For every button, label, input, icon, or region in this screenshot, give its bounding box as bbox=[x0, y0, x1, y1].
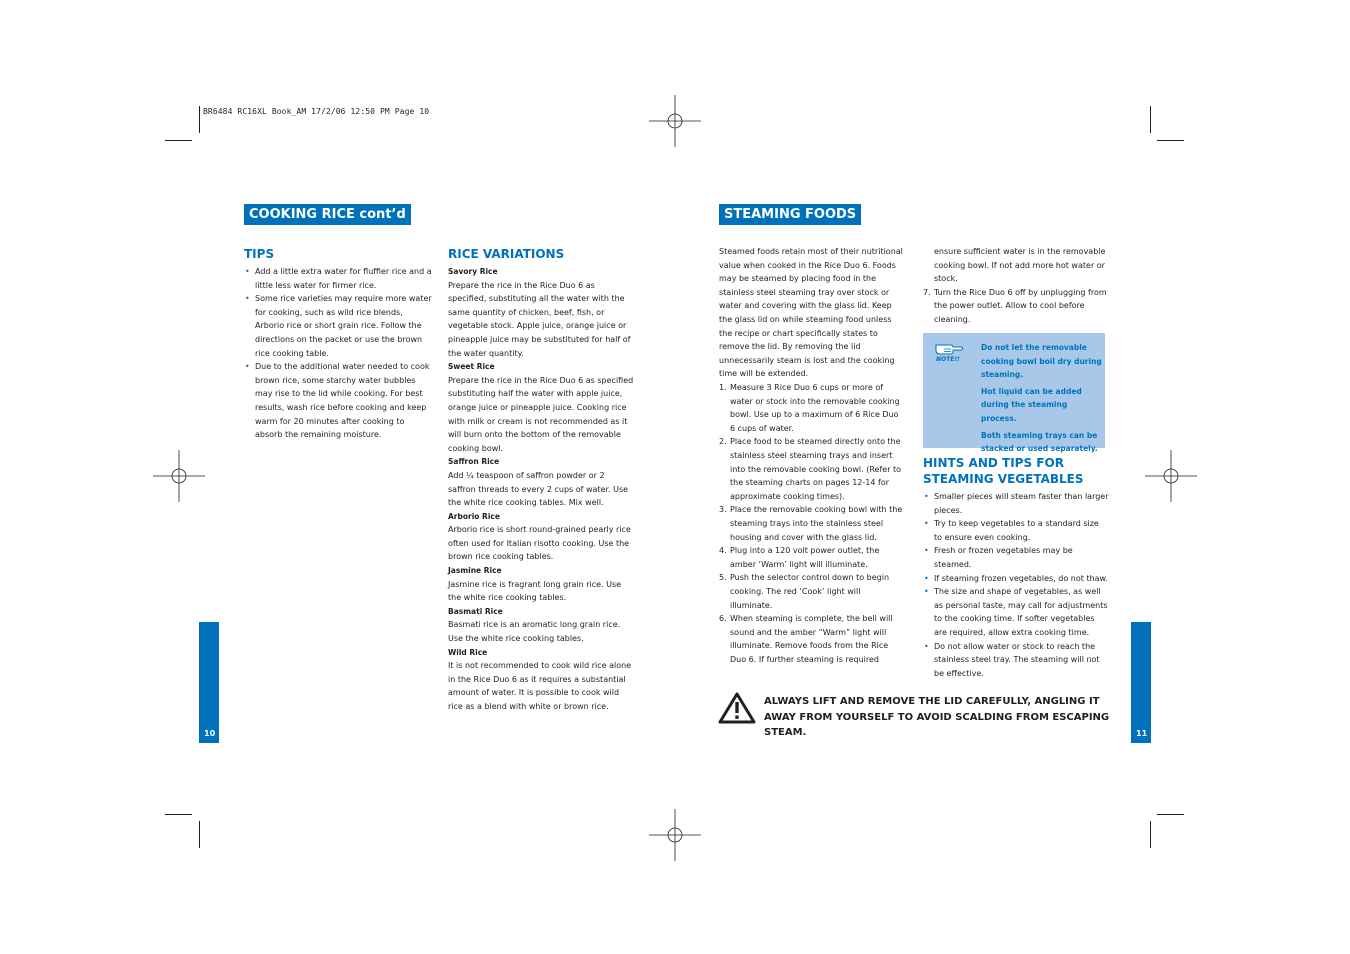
step-number: 4. bbox=[719, 546, 727, 556]
step-text: Place the removable cooking bowl with the steaming trays into the stainless steel housing and cover with the glass lid. bbox=[730, 505, 903, 542]
rice-variation-title: Savory Rice bbox=[448, 267, 498, 276]
steaming-step bbox=[719, 381, 905, 435]
steaming-step bbox=[719, 571, 905, 612]
tip-item: • Due to the additional water needed to cook brown rice, some starchy water bubbles may rise to the lid while cooking. For best results, wash rice before cooking and keep warm for 20 minutes after cooking to absorb the remaining moisture. bbox=[244, 360, 432, 442]
page-number-tab-left bbox=[199, 622, 219, 743]
hint-item: • The size and shape of vegetables, as well as personal taste, may call for adjustments to the cooking time. If softer vegetables are required, allow extra cooking time. bbox=[923, 585, 1109, 639]
note-line: Hot liquid can be added during the steaming process. bbox=[981, 386, 1082, 423]
hint-item: • If steaming frozen vegetables, do not thaw. bbox=[923, 572, 1109, 586]
step-text: Turn the Rice Duo 6 off by unplugging from the power outlet. Allow to cool before cleaning. bbox=[934, 287, 1107, 324]
step-text: When steaming is complete, the bell will sound and the amber “Warm” light will illuminate. Remove foods from the Rice Duo 6. If further steaming is required bbox=[730, 614, 893, 664]
note-text bbox=[981, 341, 1103, 459]
warning-triangle-icon bbox=[718, 692, 756, 724]
steaming-step bbox=[719, 503, 905, 544]
rice-variation bbox=[448, 510, 634, 564]
rice-variation-text: Basmati rice is an aromatic long grain rice. Use the white rice cooking tables. bbox=[448, 620, 621, 644]
registration-mark-right bbox=[1145, 450, 1197, 502]
steaming-steps-continued bbox=[923, 245, 1109, 327]
rice-variations-list bbox=[448, 265, 634, 714]
steaming-step bbox=[719, 544, 905, 571]
section-header-steaming-foods: STEAMING FOODS bbox=[719, 204, 861, 225]
step-text: Measure 3 Rice Duo 6 cups or more of water or stock into the removable cooking bowl. Use up to a maximum of 6 Rice Duo 6 cups of water. bbox=[730, 383, 900, 433]
hint-item: • Smaller pieces will steam faster than larger pieces. bbox=[923, 490, 1109, 517]
registration-mark-left bbox=[153, 450, 205, 502]
rice-variations-heading: RICE VARIATIONS bbox=[448, 247, 565, 261]
rice-variation bbox=[448, 605, 634, 646]
steam-warning: ALWAYS LIFT AND REMOVE THE LID CAREFULLY, ANGLING IT AWAY FROM YOURSELF TO AVOID SCALDING FROM ESCAPING STEAM. bbox=[764, 696, 1110, 738]
rice-variation bbox=[448, 455, 634, 509]
rice-variation-text: Prepare the rice in the Rice Duo 6 as specified substituting half the water with apple juice, orange juice or pineapple juice. Cooking rice with milk or cream is not recommended as it will burn onto the bottom of the removable cooking bowl. bbox=[448, 375, 634, 453]
rice-variation bbox=[448, 646, 634, 714]
steaming-steps-list bbox=[719, 381, 905, 666]
pointing-hand-icon bbox=[935, 341, 963, 355]
rice-variation-text: It is not recommended to cook wild rice alone in the Rice Duo 6 as it requires a substantial amount of water. It is possible to cook wild rice as a blend with white or brown rice. bbox=[448, 661, 632, 711]
hint-item: • Fresh or frozen vegetables may be steamed. bbox=[923, 544, 1109, 571]
section-header-cooking-rice: COOKING RICE cont’d bbox=[244, 204, 411, 225]
note-box bbox=[923, 333, 1105, 454]
hints-list bbox=[923, 490, 1109, 680]
rice-variation-text: Prepare the rice in the Rice Duo 6 as specified, substituting all the water with the same quantity of chicken, beef, fish, or vegetable stock. Apple juice, orange juice or pineapple juice may be substituted for half of the water quantity. bbox=[448, 280, 631, 358]
rice-variation-title: Saffron Rice bbox=[448, 457, 500, 467]
hints-heading-line2: STEAMING VEGETABLES bbox=[923, 472, 1084, 486]
tip-item: • Add a little extra water for fluffier rice and a little less water for firmer rice. bbox=[244, 265, 432, 292]
registration-mark-bottom bbox=[649, 809, 701, 861]
hint-item: • Try to keep vegetables to a standard size to ensure even cooking. bbox=[923, 517, 1109, 544]
rice-variation-text: Arborio rice is short round-grained pearly rice often used for Italian risotto cooking. Use the brown rice cooking tables. bbox=[448, 525, 631, 562]
steaming-intro: Steamed foods retain most of their nutritional value when cooked in the Rice Duo 6. Foods may be steamed by placing food in the stainless steel steaming tray over stock or water and covering with the glass lid. Keep the glass lid on while steaming food unless the recipe or chart specifically states to remove the lid. By removing the lid unnecessarily steam is lost and the cooking time will be extended. bbox=[719, 247, 903, 379]
page-number: 10 bbox=[204, 729, 216, 738]
note-line: Do not let the removable cooking bowl boil dry during steaming. bbox=[981, 343, 1102, 380]
rice-variation-title: Sweet Rice bbox=[448, 362, 495, 372]
rice-variation bbox=[448, 564, 634, 605]
step-text: Place food to be steamed directly onto the stainless steel steaming trays and insert into the removable cooking bowl. (Refer to the steaming charts on pages 12-14 for approximate cooking times). bbox=[730, 437, 902, 501]
rice-variation-text: Jasmine rice is fragrant long grain rice. Use the white rice cooking tables. bbox=[448, 579, 622, 603]
note-line: Both steaming trays can be stacked or used separately. bbox=[981, 430, 1098, 454]
step-number: 7. bbox=[923, 287, 931, 297]
step-number: 2. bbox=[719, 437, 727, 447]
step-text: Plug into a 120 volt power outlet, the amber ‘Warm’ light will illuminate. bbox=[730, 546, 880, 569]
rice-variation-title: Wild Rice bbox=[448, 647, 488, 657]
hints-heading bbox=[923, 455, 1084, 487]
note-label: NOTE!! bbox=[936, 356, 960, 363]
page-number: 11 bbox=[1136, 729, 1148, 738]
step-number: 6. bbox=[719, 614, 727, 624]
steaming-step bbox=[719, 612, 905, 666]
rice-variation-title: Jasmine Rice bbox=[448, 566, 502, 576]
tips-heading: TIPS bbox=[244, 247, 275, 261]
rice-variation-text: Add ¼ teaspoon of saffron powder or 2 saffron threads to every 2 cups of water. Use the white rice cooking tables. Mix well. bbox=[448, 470, 629, 508]
tip-item: • Some rice varieties may require more water for cooking, such as wild rice blends, Arborio rice or short grain rice. Follow the directions on the packet or use the brown rice cooking table. bbox=[244, 292, 432, 360]
registration-mark-top bbox=[649, 95, 701, 147]
page-number-tab-right bbox=[1131, 622, 1151, 743]
hints-heading-line1: HINTS AND TIPS FOR bbox=[923, 456, 1064, 470]
steaming-step bbox=[923, 286, 1109, 327]
steaming-step-continued: ensure sufficient water is in the removable cooking bowl. If not add more hot water or stock. bbox=[934, 247, 1106, 284]
printer-slug: BR6484 RC16XL Book_AM 17/2/06 12:50 PM Page 10 bbox=[203, 107, 430, 116]
hint-item: • Do not allow water or stock to reach the stainless steel tray. The steaming will not be effective. bbox=[923, 640, 1109, 681]
steaming-step bbox=[719, 435, 905, 503]
rice-variation-title: Arborio Rice bbox=[448, 511, 500, 521]
step-number: 1. bbox=[719, 383, 727, 392]
rice-variation bbox=[448, 265, 634, 360]
tips-list bbox=[244, 265, 432, 442]
step-text: Push the selector control down to begin cooking. The red ‘Cook’ light will illuminate. bbox=[730, 573, 890, 610]
rice-variation-title: Basmati Rice bbox=[448, 606, 503, 616]
step-number: 3. bbox=[719, 505, 727, 515]
step-number: 5. bbox=[719, 573, 727, 583]
rice-variation bbox=[448, 360, 634, 455]
